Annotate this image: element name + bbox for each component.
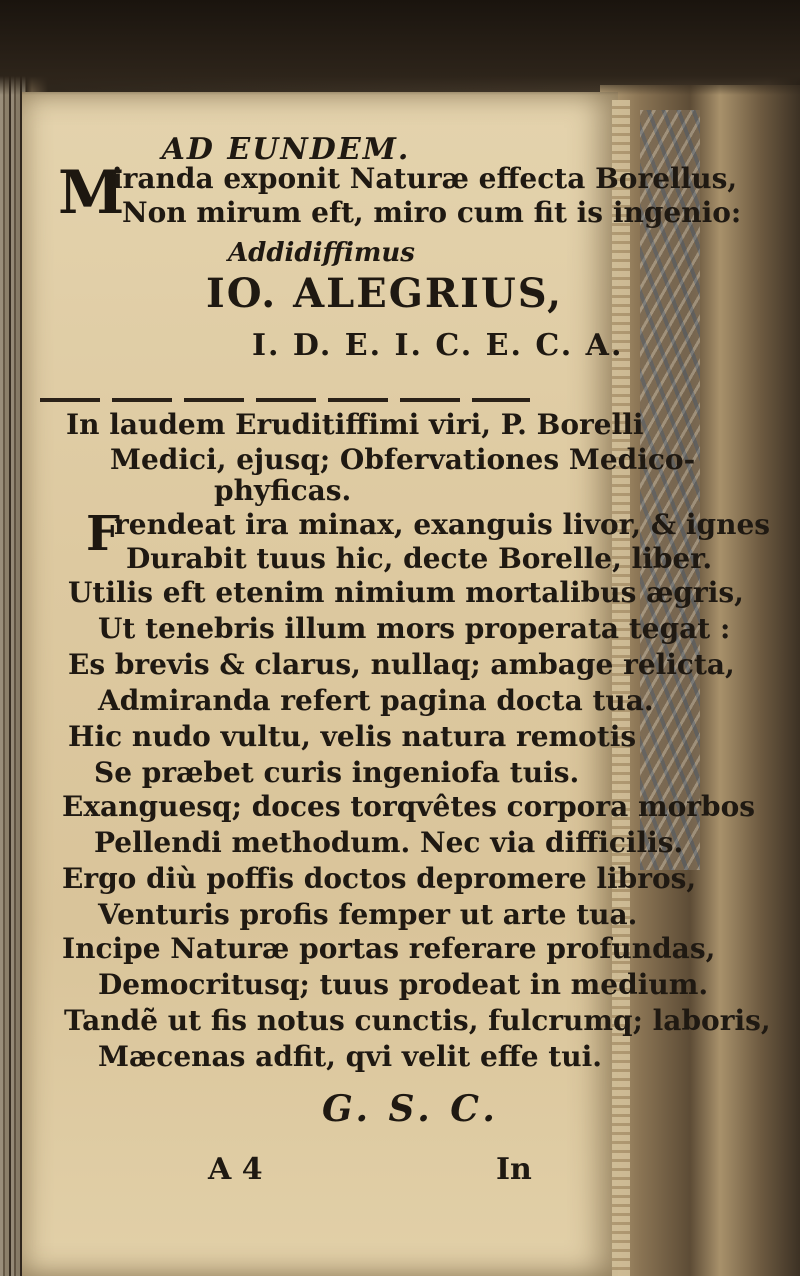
verse-line: Pellendi methodum. Nec via difficilis.: [94, 826, 684, 859]
author-name: IO. ALEGRIUS,: [206, 270, 564, 317]
poem-title: Medici, ejusq; Obfervationes Medico-: [110, 443, 696, 476]
verse-line: Exanguesq; doces torqvêtes corpora morbos: [62, 790, 756, 823]
poem-title: In laudem Eruditiffimi viri, P. Borelli: [66, 408, 644, 441]
header-title: AD EUNDEM.: [161, 132, 411, 167]
verse-line: Non mirum eft, miro cum fit is ingenio:: [122, 196, 742, 229]
verse-line: rendeat ira minax, exanguis livor, & ignes: [114, 508, 771, 541]
verse-line: Hic nudo vultu, velis natura remotis: [68, 720, 637, 753]
verse-line: Venturis profis femper ut arte tua.: [98, 898, 638, 931]
signature-initials: G. S. C.: [322, 1088, 499, 1130]
poem-title: phyficas.: [214, 474, 352, 507]
signature-mark: A 4: [208, 1152, 263, 1187]
verse-line: Tandẽ ut fis notus cunctis, fulcrumq; laboris,: [64, 1004, 771, 1037]
verse-line: iranda exponit Naturæ effecta Borellus,: [112, 162, 738, 195]
catchword: In: [496, 1152, 532, 1187]
divider-rule: [40, 398, 530, 402]
author-titles: I. D. E. I. C. E. C. A.: [252, 328, 624, 363]
verse-line: Ergo diù poffis doctos depromere libros,: [62, 862, 697, 895]
verse-line: Ut tenebris illum mors properata tegat :: [98, 612, 731, 645]
verse-line: Admiranda refert pagina docta tua.: [98, 684, 654, 717]
dropcap-m: M: [58, 158, 125, 228]
verse-line: Incipe Naturæ portas referare profundas,: [62, 932, 716, 965]
verse-line: Durabit tuus hic, decte Borelle, liber.: [126, 542, 713, 575]
verse-line: Mæcenas adfit, qvi velit effe tui.: [98, 1040, 602, 1073]
verse-line: Utilis eft etenim nimium mortalibus ægris,: [68, 576, 744, 609]
verse-line: Democritusq; tuus prodeat in medium.: [98, 968, 709, 1001]
verse-line: Es brevis & clarus, nullaq; ambage relicta,: [68, 648, 735, 681]
verse-line: Se præbet curis ingeniofa tuis.: [94, 756, 580, 789]
attribution-prefix: Addidiffimus: [228, 238, 415, 268]
dropcap-f: F: [86, 506, 121, 562]
